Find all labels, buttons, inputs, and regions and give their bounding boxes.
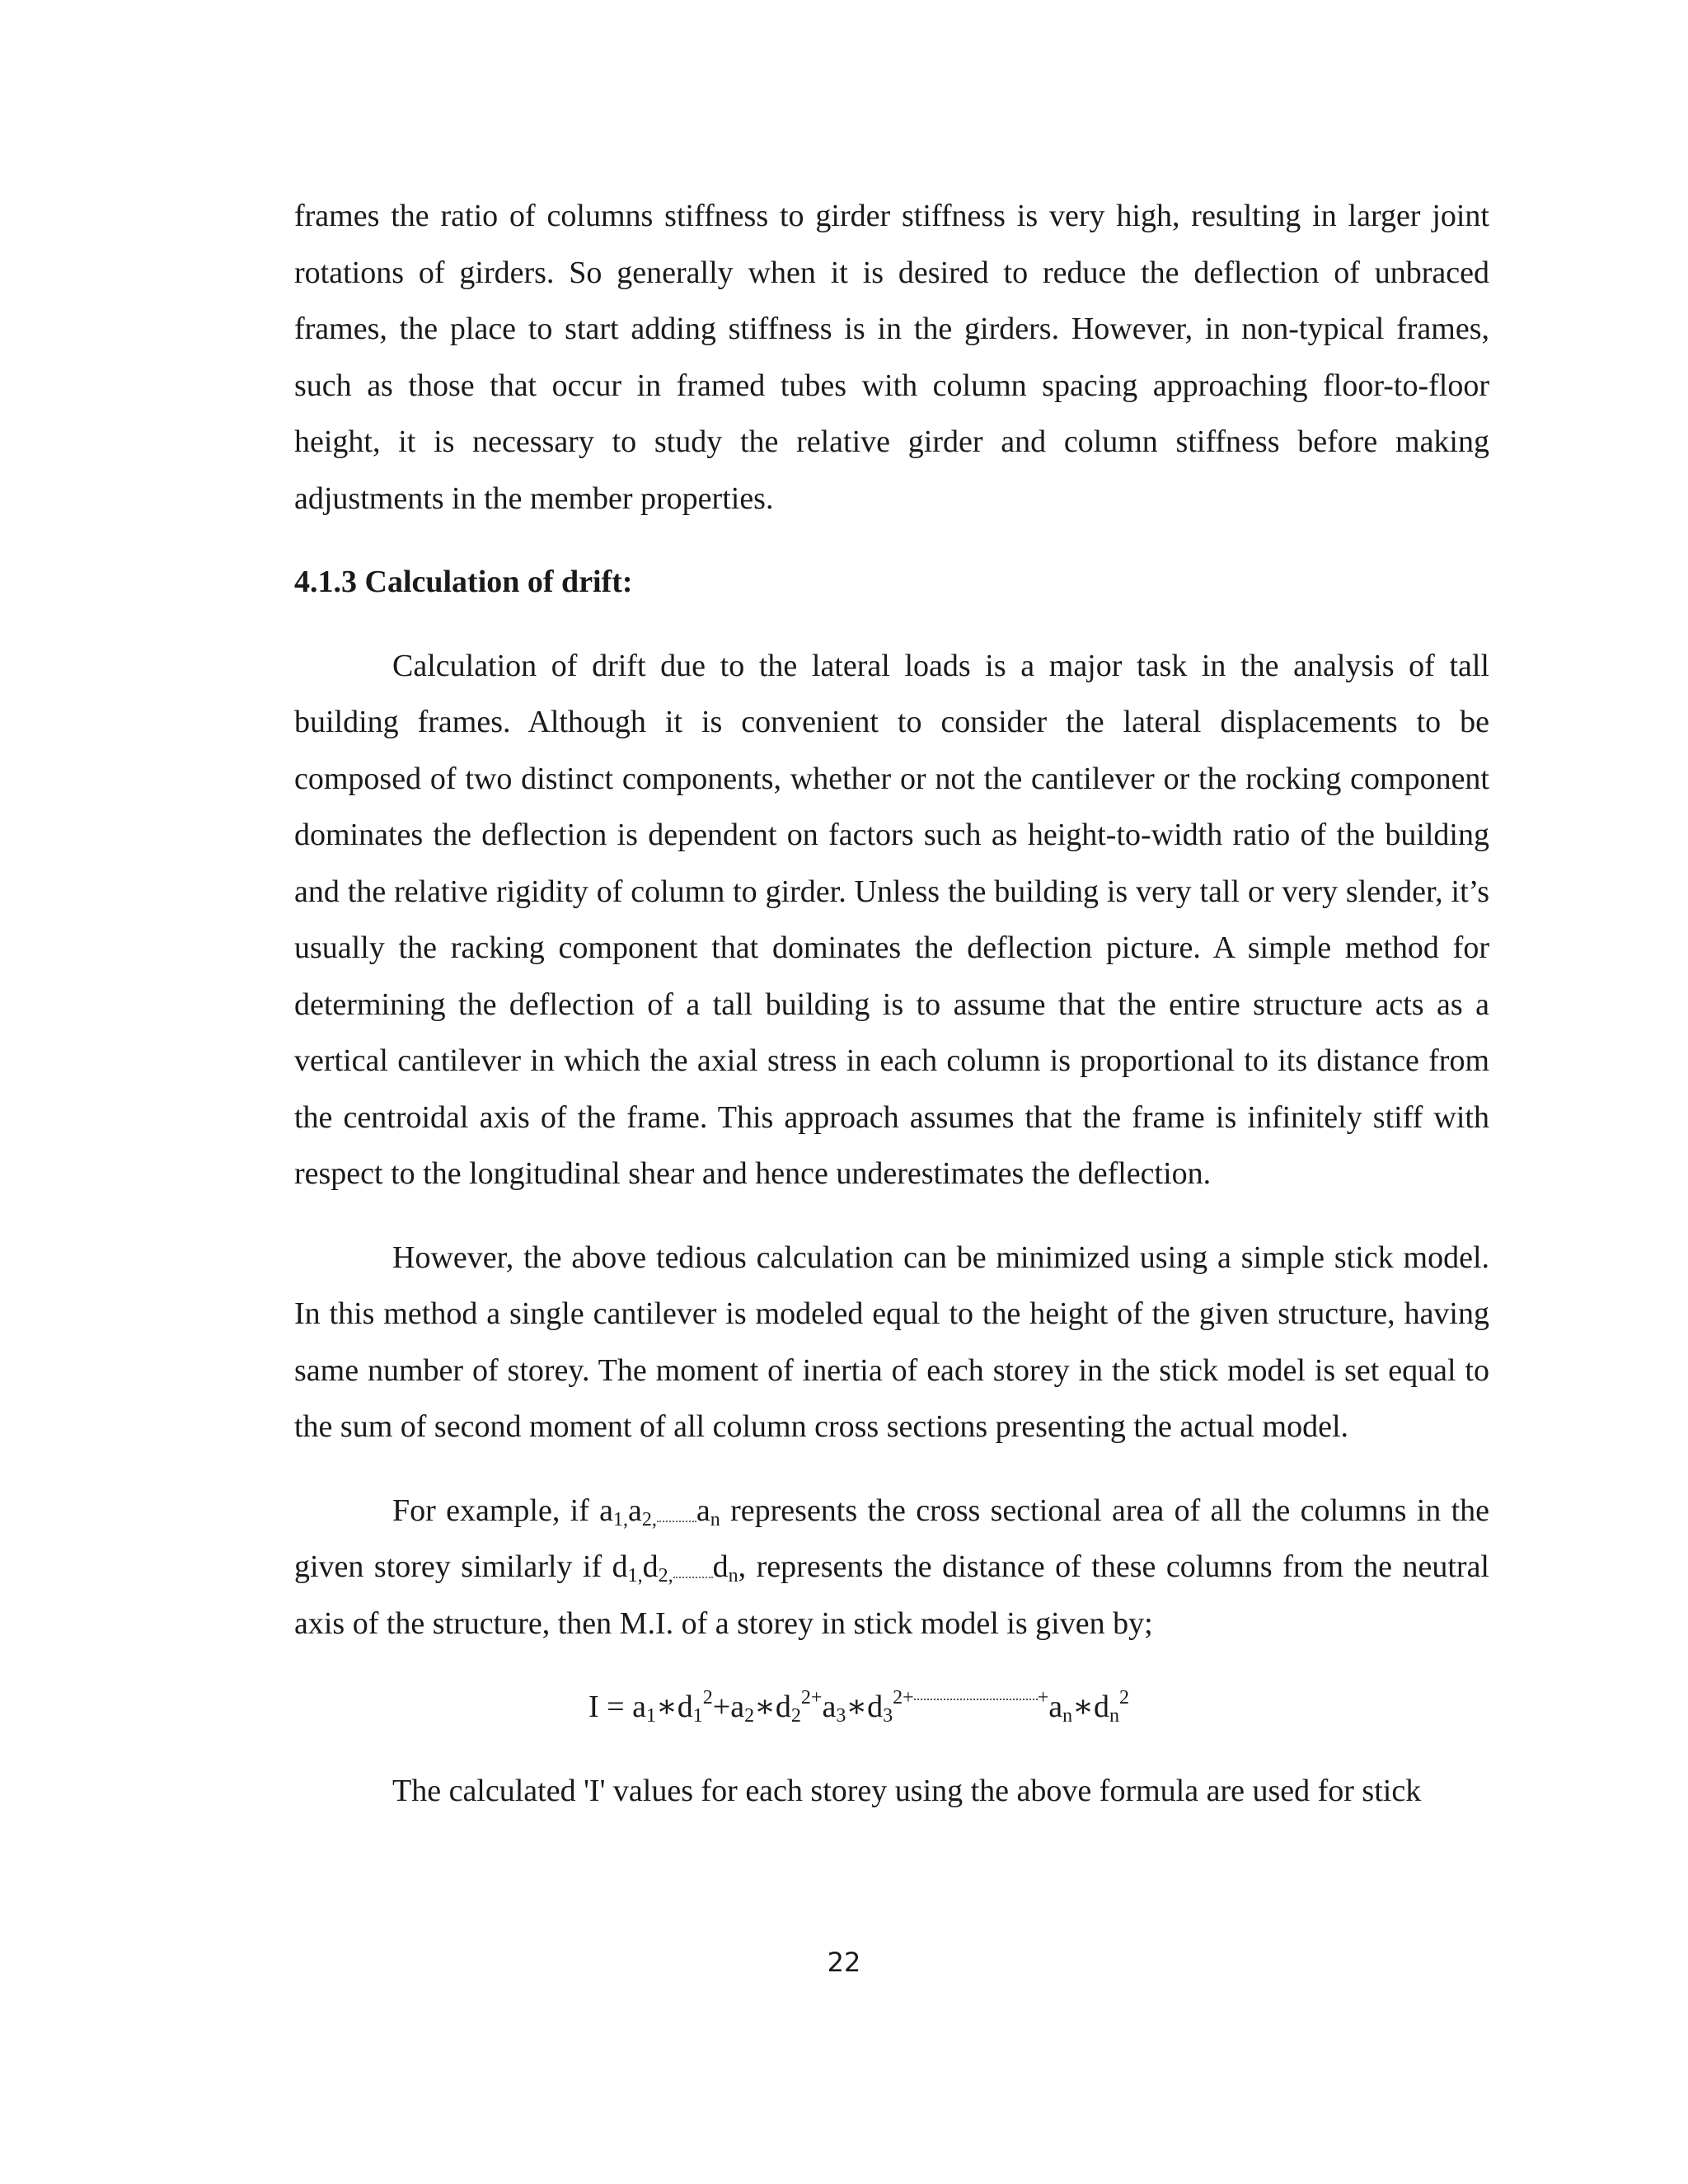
ellipsis-dots bbox=[673, 1572, 713, 1578]
formula-part: +a bbox=[712, 1690, 745, 1724]
paragraph-stick-model: However, the above tedious calculation can be minimized using a simple stick model. In this method a single cantilever is modeled equal to the height of the given structure, having same number of storey. The moment of inertia of each storey in the stick model is set equal to the sum of second moment of all column cross sections presenting the actual model. bbox=[294, 1240, 1489, 1444]
formula-part: ∗d bbox=[1072, 1690, 1109, 1724]
paragraph-frames-stiffness: frames the ratio of columns stiffness to girder stiffness is very high, resulting in larger joint rotations of girders. So generally when it is desired to reduce the deflection of unbraced frames, the place to start adding stiffness is in the girders. However, in non-typical frames, such as those that occur in framed tubes with column spacing approaching floor-to-floor height, it is necessary to study the relative girder and column stiffness before making adjustments in the member properties. bbox=[294, 199, 1489, 516]
formula-part: a bbox=[822, 1690, 837, 1724]
subscript: 2, bbox=[658, 1565, 673, 1586]
text-run: a bbox=[696, 1493, 710, 1528]
paragraph-drift-calculation: Calculation of drift due to the lateral loads is a major task in the analysis of tall building frames. Although it is convenient to consider the lateral displacements to be composed of two distinct components, whether or not the cantilever or the rocking component dominates the deflection is dependent on factors such as height-to-width ratio of the building and the relative rigidity of column to girder. Unless the building is very tall or very slender, it’s usually the racking component that dominates the deflection picture. A simple method for determining the deflection of a tall building is to assume that the entire structure acts as a vertical cantilever in which the axial stress in each column is proportional to its distance from the centroidal axis of the frame. This approach assumes that the frame is infinitely stiff with respect to the longitudinal shear and hence underestimates the deflection. bbox=[294, 648, 1489, 1191]
section-heading: 4.1.3 Calculation of drift: bbox=[294, 565, 633, 599]
formula-part: a bbox=[1048, 1690, 1063, 1724]
text-run: d bbox=[642, 1549, 659, 1584]
superscript: 2+ bbox=[800, 1687, 823, 1708]
subscript: 3 bbox=[883, 1705, 893, 1727]
subscript: 1, bbox=[627, 1565, 643, 1586]
subscript: n bbox=[1109, 1705, 1119, 1727]
formula-part: ∗d bbox=[655, 1690, 693, 1724]
ellipsis-dots bbox=[914, 1694, 1038, 1700]
subscript: 1 bbox=[645, 1705, 656, 1727]
formula-part: ∗d bbox=[846, 1690, 884, 1724]
superscript: + bbox=[1037, 1687, 1049, 1708]
text-run: represents the cross sectional area of all the columns in the given storey similarly if d bbox=[294, 1493, 1489, 1584]
text-run: d bbox=[712, 1549, 729, 1584]
text-run: For example, if a bbox=[392, 1493, 614, 1528]
superscript: 2 bbox=[1118, 1687, 1129, 1708]
subscript: n bbox=[728, 1565, 738, 1586]
subscript: 2, bbox=[641, 1508, 657, 1530]
subscript: n bbox=[710, 1508, 720, 1530]
subscript: 2 bbox=[744, 1705, 755, 1727]
superscript: 2+ bbox=[893, 1687, 914, 1708]
paragraph-example bbox=[294, 1483, 1489, 1652]
subscript: 1 bbox=[692, 1705, 703, 1727]
ellipsis-dots bbox=[657, 1516, 696, 1522]
formula-part: I = a bbox=[588, 1690, 646, 1724]
moment-of-inertia-formula bbox=[294, 1679, 1489, 1736]
document-page bbox=[294, 188, 1489, 1819]
superscript: 2 bbox=[702, 1687, 713, 1708]
text-run: , represents the distance of these columns from the neutral axis of the structure, then M.I. of a storey in stick model is given by; bbox=[294, 1549, 1489, 1641]
formula-part: ∗d bbox=[754, 1690, 791, 1724]
text-run: a bbox=[628, 1493, 642, 1528]
subscript: 1, bbox=[613, 1508, 629, 1530]
subscript: n bbox=[1062, 1705, 1073, 1727]
subscript: 2 bbox=[790, 1705, 801, 1727]
paragraph-calculated-values: The calculated 'I' values for each storey using the above formula are used for stick bbox=[392, 1773, 1422, 1808]
page-number: 22 bbox=[827, 1947, 861, 1978]
subscript: 3 bbox=[836, 1705, 846, 1727]
